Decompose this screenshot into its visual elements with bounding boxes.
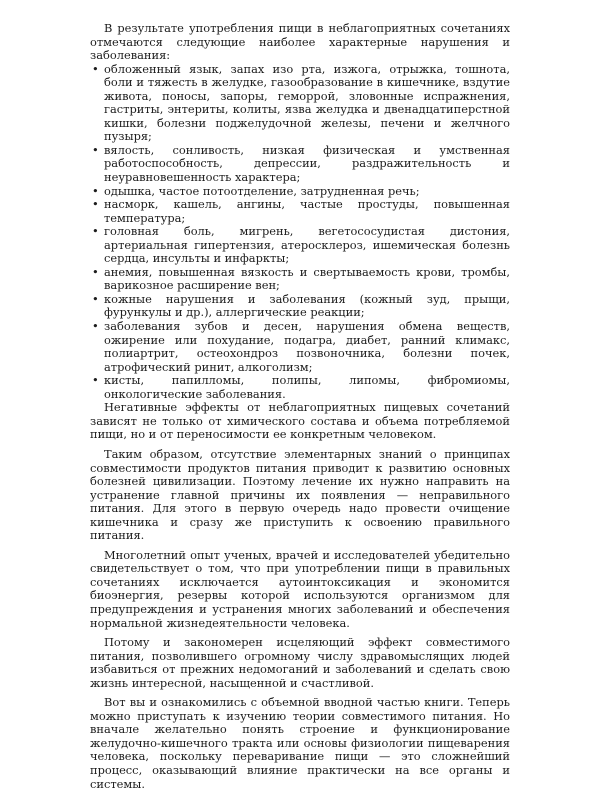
disorders-list — [90, 63, 510, 402]
list-item: • обложенный язык, запах изо рта, изжога, отрыжка, тошнота, боли и тяжесть в желудке, газообразование в кишечнике, вздутие живота, поносы, запоры, геморрой, зловонные испражнения, гастриты, энтериты, колиты, язва желудка и двенадцатиперстной кишки, болезни поджелудочной железы, печени и желчного пузыря; — [90, 63, 510, 144]
list-item: • насморк, кашель, ангины, частые простуды, повышенная температура; — [90, 198, 510, 225]
list-item: • кисты, папилломы, полипы, липомы, фибромиомы, онкологические заболевания. — [90, 374, 510, 401]
list-item: • анемия, повышенная вязкость и свертываемость крови, тромбы, варикозное расширение вен; — [90, 266, 510, 293]
paragraph-negative-effects: Негативные эффекты от неблагоприятных пищевых сочетаний зависят не только от химического состава и объема потребляемой пищи, но и от переносимости ее конкретным человеком. — [90, 400, 510, 442]
list-item: • заболевания зубов и десен, нарушения обмена веществ, ожирение или похудание, подагра, диабет, ранний климакс, полиартрит, остеохондроз позвоночника, болезни почек, атрофический ринит, алкоголизм; — [90, 320, 510, 374]
document-page — [90, 22, 510, 791]
list-item: • одышка, частое потоотделение, затрудненная речь; — [90, 185, 510, 199]
list-item: • головная боль, мигрень, вегетососудистая дистония, артериальная гипертензия, атеросклероз, ишемическая болезнь сердца, инсульты и инфаркты; — [90, 225, 510, 266]
list-item: • вялость, сонливость, низкая физическая и умственная работоспособность, депрессии, раздражительность и неуравновешенность характера; — [90, 144, 510, 185]
list-item: • кожные нарушения и заболевания (кожный зуд, прыщи, фурункулы и др.), аллергические реакции; — [90, 293, 510, 320]
intro-paragraph: В результате употребления пищи в неблагоприятных сочетаниях отмечаются следующие наиболее характерные нарушения и заболевания: — [90, 21, 510, 63]
paragraph-introduction-end: Вот вы и ознакомились с объемной вводной частью книги. Теперь можно приступать к изучению теории совместимого питания. Но вначале желательно понять строение и функционирование желудочно-кишечного тракта или основы физиологии пищеварения человека, поскольку переваривание пищи — это сложнейший процесс, оказывающий влияние практически на все органы и системы. — [90, 695, 510, 791]
paragraph-conclusion: Таким образом, отсутствие элементарных знаний о принципах совместимости продуктов питания приводит к развитию основных болезней цивилизации. Поэтому лечение их нужно направить на устранение главной причины их появления — неправильного питания. Для этого в первую очередь надо провести очищение кишечника и сразу же приступить к освоению правильного питания. — [90, 446, 510, 543]
paragraph-experience: Многолетний опыт ученых, врачей и исследователей убедительно свидетельствует о том, что при употреблении пищи в правильных сочетаниях исключается аутоинтоксикация и экономится биоэнергия, резервы которой используются организмом для предупреждения и устранения многих заболеваний и обеспечения нормальной жизнедеятельности человека. — [90, 547, 510, 630]
paragraph-healing-effect: Потому и закономерен исцеляющий эффект совместимого питания, позволившего огромному числу здравомыслящих людей избавиться от прежних недомоганий и заболеваний и сделать свою жизнь интересной, насыщенной и счастливой. — [90, 635, 510, 690]
